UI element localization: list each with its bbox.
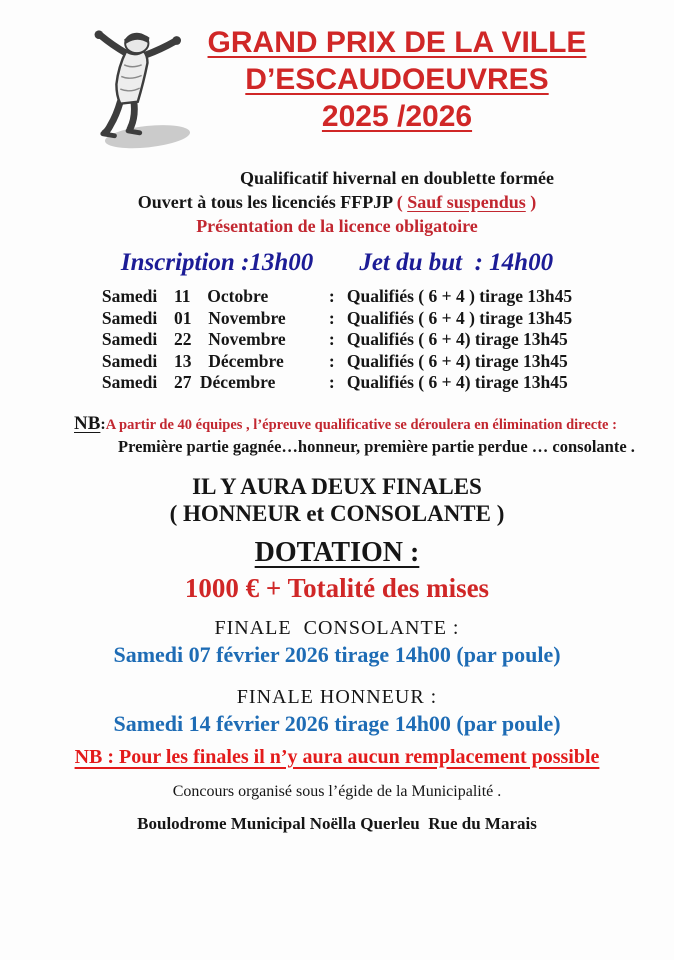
schedule-date: Samedi 27 Décembre (101, 372, 276, 392)
nb-colon: : (100, 415, 106, 433)
schedule-colon: : (328, 329, 335, 349)
schedule-detail: Qualifiés ( 6 + 4) tirage 13h45 (346, 350, 568, 371)
times-line (0, 249, 674, 277)
intro-qualifier-line: Qualificatif hivernal en doublette formée (240, 168, 554, 188)
schedule-detail: Qualifiés ( 6 + 4 ) tirage 13h45 (346, 286, 573, 306)
dotation-heading: DOTATION : (254, 536, 420, 568)
schedule-detail: Qualifiés ( 6 + 4 ) tirage 13h45 (346, 307, 573, 328)
schedule-date: Samedi 11 Octobre (101, 286, 269, 306)
qualifier-schedule (0, 287, 674, 393)
schedule-detail: Qualifiés ( 6 + 4) tirage 13h45 (346, 329, 568, 349)
schedule-colon: : (328, 307, 335, 328)
schedule-date: Samedi 01 Novembre (101, 307, 286, 328)
player-shadow (104, 122, 191, 152)
licence-notice-line: Présentation de la licence obligatoire (196, 216, 478, 236)
player-left-foot (103, 134, 115, 136)
page-title (120, 24, 674, 135)
schedule-colon: : (328, 286, 335, 306)
schedule-colon: : (328, 372, 335, 392)
dotation-amount: 1000 € + Totalité des mises (184, 572, 490, 603)
title-line-2: D’ESCAUDOEUVRES (245, 63, 549, 96)
nb-no-replacement-warning: NB : Pour les finales il n’y aura aucun remplacement possible (74, 745, 600, 768)
player-right-hand (172, 36, 181, 45)
player-right-foot (128, 131, 140, 133)
player-right-leg (130, 102, 134, 129)
finale-consolante-date: Samedi 07 février 2026 tirage 14h00 (par poule) (113, 641, 561, 667)
schedule-detail: Qualifiés ( 6 + 4) tirage 13h45 (346, 372, 568, 392)
suspended-paren-open: ( (396, 192, 408, 212)
schedule-date: Samedi 13 Décembre (101, 350, 284, 371)
title-line-3: 2025 /2026 (321, 100, 473, 133)
nb-elimination-note (74, 413, 674, 435)
venue-address-line: Boulodrome Municipal Noëlla Querleu Rue du Marais (137, 813, 537, 833)
municipality-credit-line: Concours organisé sous l’égide de la Municipalité . (172, 782, 502, 800)
suspended-exception: Sauf suspendus (407, 192, 526, 212)
inscription-time: Inscription :13h00 (120, 249, 314, 276)
finale-honneur-date: Samedi 14 février 2026 tirage 14h00 (par poule) (113, 710, 561, 736)
schedule-colon: : (328, 350, 335, 371)
two-finals-announcement (0, 473, 674, 527)
two-finals-line-2: ( HONNEUR et CONSOLANTE ) (169, 500, 505, 526)
finale-honneur-heading: FINALE HONNEUR : (236, 685, 438, 708)
jet-du-but-time: Jet du but : 14h00 (359, 249, 554, 276)
nb-label: NB (74, 412, 101, 434)
suspended-paren-close: ) (525, 192, 537, 212)
schedule-date: Samedi 22 Novembre (101, 329, 286, 349)
nb-red-text: A partir de 40 équipes , l’épreuve qualificative se déroulera en élimination directe : (105, 416, 617, 433)
eligibility-text: Ouvert à tous les licenciés FFPJP (137, 192, 397, 212)
title-line-1: GRAND PRIX DE LA VILLE (207, 26, 587, 59)
player-left-leg (105, 102, 121, 133)
player-left-arm (101, 36, 126, 53)
flyer-header (0, 24, 674, 160)
nb-explanation-line: Première partie gagnée…honneur, première partie perdue … consolante . (118, 436, 635, 456)
two-finals-line-1: IL Y AURA DEUX FINALES (192, 473, 482, 499)
player-left-hand (95, 30, 104, 39)
finale-consolante-heading: FINALE CONSOLANTE : (214, 616, 460, 639)
intro-eligibility-line (0, 192, 674, 213)
player-right-arm (146, 41, 175, 55)
petanque-player-sketch (60, 24, 200, 160)
